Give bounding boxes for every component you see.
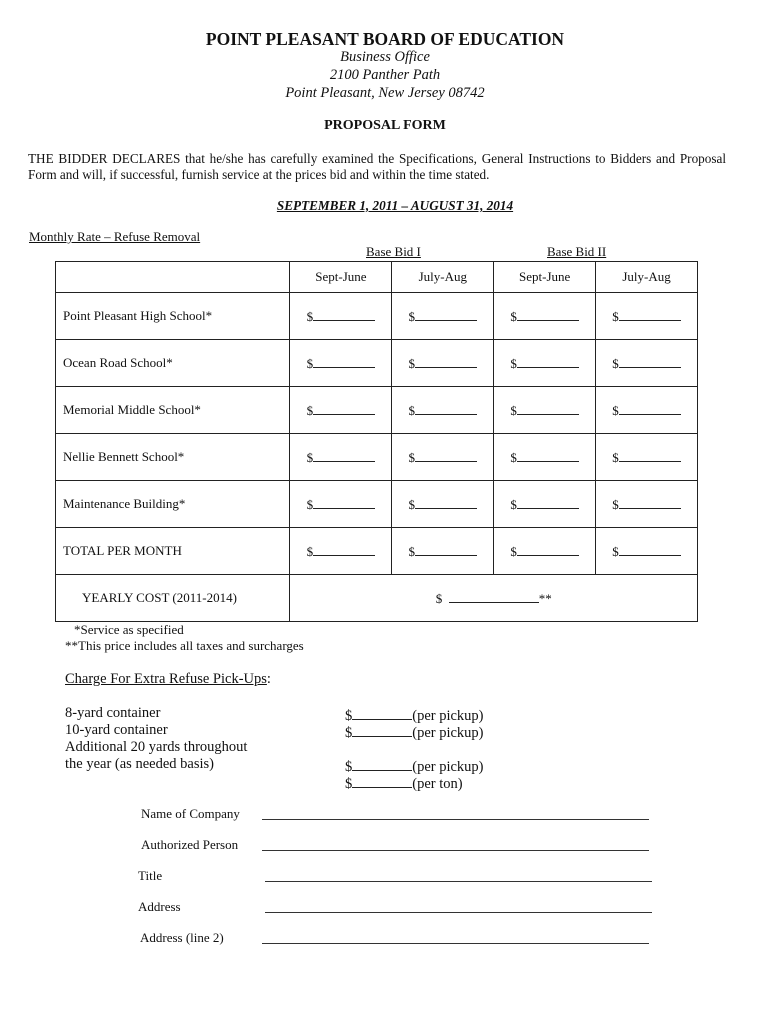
price-blank[interactable] xyxy=(619,401,681,415)
yearly-cost-suffix: ** xyxy=(538,591,552,606)
price-blank[interactable] xyxy=(619,307,681,321)
table-row xyxy=(56,434,698,481)
price-field[interactable] xyxy=(494,340,596,387)
price-field[interactable] xyxy=(392,434,494,481)
currency-symbol: $ xyxy=(435,591,443,606)
table-row xyxy=(56,387,698,434)
row-label: Memorial Middle School* xyxy=(56,387,290,434)
company-name-field[interactable] xyxy=(262,819,649,820)
price-blank[interactable] xyxy=(313,354,375,368)
price-field[interactable] xyxy=(392,481,494,528)
price-field[interactable] xyxy=(596,293,698,340)
price-blank[interactable] xyxy=(415,542,477,556)
currency-symbol: $ xyxy=(306,356,314,371)
price-unit: (per pickup) xyxy=(412,708,484,724)
price-field[interactable] xyxy=(290,481,392,528)
street-line: 2100 Panther Path xyxy=(329,67,441,83)
extra-item-label: 8-yard container xyxy=(65,705,161,721)
rate-table xyxy=(55,261,698,622)
price-blank[interactable] xyxy=(517,354,579,368)
row-label: Point Pleasant High School* xyxy=(56,293,290,340)
currency-symbol: $ xyxy=(345,725,353,741)
table-caption: Monthly Rate – Refuse Removal xyxy=(29,229,201,244)
price-blank[interactable] xyxy=(415,307,477,321)
heading-colon: : xyxy=(266,671,271,687)
price-blank[interactable] xyxy=(517,448,579,462)
currency-symbol: $ xyxy=(306,450,314,465)
price-blank[interactable] xyxy=(619,448,681,462)
authorized-person-field[interactable] xyxy=(262,850,649,851)
currency-symbol: $ xyxy=(612,497,619,512)
currency-symbol: $ xyxy=(612,309,619,324)
address-label: Address xyxy=(138,899,181,914)
row-label: TOTAL PER MONTH xyxy=(56,528,290,575)
extra-item-label-cont: the year (as needed basis) xyxy=(65,756,214,772)
price-field[interactable] xyxy=(596,481,698,528)
authorized-person-label: Authorized Person xyxy=(141,837,239,852)
yearly-cost-blank[interactable] xyxy=(449,589,539,603)
price-field[interactable] xyxy=(290,387,392,434)
currency-symbol: $ xyxy=(306,544,314,559)
price-unit: (per ton) xyxy=(412,776,463,792)
yearly-cost-label: YEARLY COST (2011-2014) xyxy=(56,575,290,622)
price-blank[interactable] xyxy=(517,542,579,556)
currency-symbol: $ xyxy=(408,356,416,371)
bidder-declaration: THE BIDDER DECLARES that he/she has carefully examined the Specifications, General Instructions to Bidders and Proposal Form and will, if successful, furnish service at the prices bid and within the time stated. xyxy=(28,151,726,182)
price-field[interactable] xyxy=(290,340,392,387)
extra-price-field[interactable] xyxy=(345,773,463,793)
column-header: July-Aug xyxy=(596,262,698,293)
column-header: Sept-June xyxy=(290,262,392,293)
currency-symbol: $ xyxy=(510,356,517,371)
currency-symbol: $ xyxy=(408,544,416,559)
currency-symbol: $ xyxy=(612,356,619,371)
price-blank[interactable] xyxy=(619,354,681,368)
currency-symbol: $ xyxy=(510,450,517,465)
column-header: July-Aug xyxy=(392,262,494,293)
currency-symbol: $ xyxy=(612,403,619,418)
price-blank[interactable] xyxy=(517,401,579,415)
extra-charges-heading-text: Charge For Extra Refuse Pick-Ups xyxy=(65,671,267,687)
row-label: Maintenance Building* xyxy=(56,481,290,528)
price-blank[interactable] xyxy=(352,705,412,720)
price-field[interactable] xyxy=(392,340,494,387)
price-field[interactable] xyxy=(290,434,392,481)
price-blank[interactable] xyxy=(517,495,579,509)
address-line2-label: Address (line 2) xyxy=(140,930,224,945)
currency-symbol: $ xyxy=(306,497,314,512)
office-line: Business Office xyxy=(340,49,430,65)
tax-note: **This price includes all taxes and surcharges xyxy=(65,638,304,653)
price-field[interactable] xyxy=(392,387,494,434)
price-field[interactable] xyxy=(494,434,596,481)
price-field[interactable] xyxy=(494,387,596,434)
yearly-cost-field[interactable] xyxy=(290,575,698,622)
price-unit: (per pickup) xyxy=(412,725,484,741)
table-row xyxy=(56,481,698,528)
currency-symbol: $ xyxy=(408,403,416,418)
currency-symbol: $ xyxy=(345,708,353,724)
title-label: Title xyxy=(138,868,163,883)
price-blank[interactable] xyxy=(313,448,375,462)
city-line: Point Pleasant, New Jersey 08742 xyxy=(285,85,485,101)
price-field[interactable] xyxy=(596,434,698,481)
price-field[interactable] xyxy=(290,293,392,340)
contract-period: SEPTEMBER 1, 2011 – AUGUST 31, 2014 xyxy=(276,198,514,213)
currency-symbol: $ xyxy=(306,309,314,324)
price-blank[interactable] xyxy=(619,495,681,509)
total-row xyxy=(56,528,698,575)
form-title: PROPOSAL FORM xyxy=(324,118,446,133)
currency-symbol: $ xyxy=(510,544,517,559)
document-title: POINT PLEASANT BOARD OF EDUCATION xyxy=(205,29,565,49)
yearly-cost-row xyxy=(56,575,698,622)
price-blank[interactable] xyxy=(619,542,681,556)
price-field[interactable] xyxy=(494,293,596,340)
column-header: Sept-June xyxy=(494,262,596,293)
extra-item-label: Additional 20 yards throughout xyxy=(65,739,248,755)
currency-symbol: $ xyxy=(408,450,416,465)
price-blank[interactable] xyxy=(517,307,579,321)
price-blank[interactable] xyxy=(352,773,412,788)
price-field[interactable] xyxy=(596,387,698,434)
price-blank[interactable] xyxy=(352,756,412,771)
currency-symbol: $ xyxy=(408,497,416,512)
price-blank[interactable] xyxy=(415,495,477,509)
address-field[interactable] xyxy=(265,912,652,913)
price-blank[interactable] xyxy=(313,401,375,415)
extra-item-label: 10-yard container xyxy=(65,722,168,738)
price-field[interactable] xyxy=(290,528,392,575)
currency-symbol: $ xyxy=(408,309,416,324)
table-row xyxy=(56,340,698,387)
service-note: *Service as specified xyxy=(74,622,184,637)
price-blank[interactable] xyxy=(415,354,477,368)
price-blank[interactable] xyxy=(415,401,477,415)
price-field[interactable] xyxy=(392,293,494,340)
price-unit: (per pickup) xyxy=(412,759,484,775)
row-label: Nellie Bennett School* xyxy=(56,434,290,481)
table-header-row xyxy=(56,262,698,293)
table-row xyxy=(56,293,698,340)
currency-symbol: $ xyxy=(612,450,619,465)
extra-charges-heading xyxy=(65,671,271,688)
price-blank[interactable] xyxy=(352,722,412,737)
currency-symbol: $ xyxy=(612,544,619,559)
row-label: Ocean Road School* xyxy=(56,340,290,387)
currency-symbol: $ xyxy=(306,403,314,418)
header-blank-cell xyxy=(56,262,290,293)
currency-symbol: $ xyxy=(345,776,353,792)
price-field[interactable] xyxy=(494,481,596,528)
extra-price-field[interactable] xyxy=(345,722,484,742)
base-bid-1-label: Base Bid I xyxy=(366,244,421,259)
currency-symbol: $ xyxy=(510,309,517,324)
price-blank[interactable] xyxy=(313,495,375,509)
price-field[interactable] xyxy=(392,528,494,575)
price-field[interactable] xyxy=(596,340,698,387)
price-field[interactable] xyxy=(596,528,698,575)
currency-symbol: $ xyxy=(345,759,353,775)
base-bid-2-label: Base Bid II xyxy=(547,244,607,259)
currency-symbol: $ xyxy=(510,497,517,512)
price-blank[interactable] xyxy=(415,448,477,462)
price-blank[interactable] xyxy=(313,307,375,321)
price-blank[interactable] xyxy=(313,542,375,556)
title-field[interactable] xyxy=(265,881,652,882)
company-name-label: Name of Company xyxy=(141,806,240,821)
address-line2-field[interactable] xyxy=(262,943,649,944)
price-field[interactable] xyxy=(494,528,596,575)
currency-symbol: $ xyxy=(510,403,517,418)
